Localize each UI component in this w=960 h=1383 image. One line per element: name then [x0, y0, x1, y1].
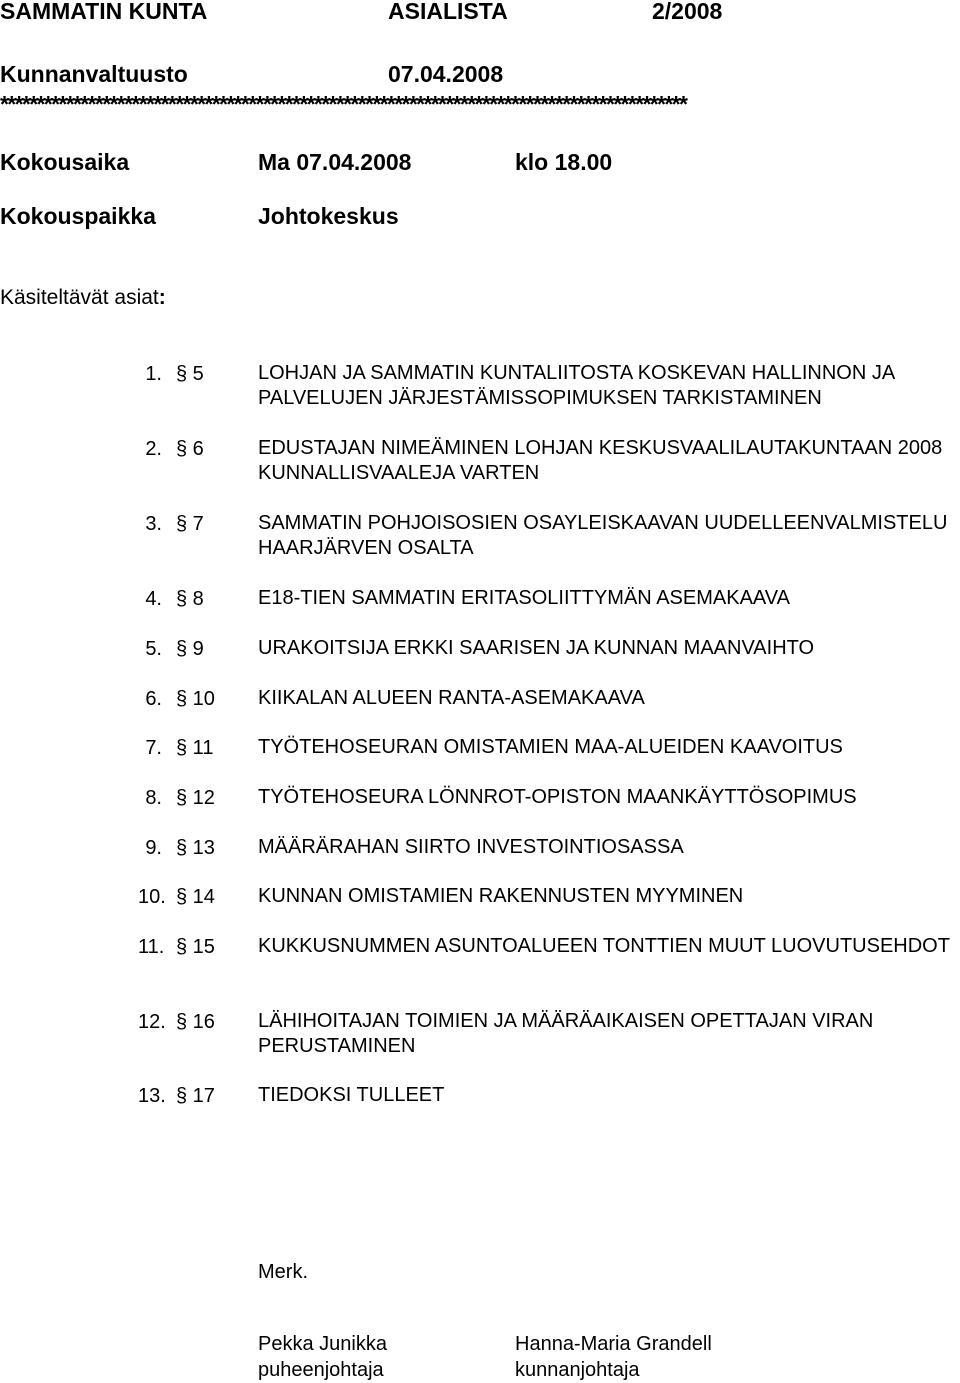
agenda-item-number: 3.	[145, 513, 162, 535]
agenda-item-title: TYÖTEHOSEURA LÖNNROT-OPISTON MAANKÄYTTÖSOPIMUS	[258, 786, 857, 808]
agenda-item-number: 7.	[145, 737, 162, 759]
agenda-heading	[0, 286, 166, 310]
agenda-item-title: E18-TIEN SAMMATIN ERITASOLIITTYMÄN ASEMAKAAVA	[258, 587, 790, 609]
meeting-date-header: 07.04.2008	[388, 61, 504, 87]
agenda-item-section: § 8	[176, 588, 204, 610]
agenda-item-number: 1.	[145, 363, 162, 385]
agenda-item-title: URAKOITSIJA ERKKI SAARISEN JA KUNNAN MAANVAIHTO	[258, 637, 815, 659]
signature-right	[515, 1331, 712, 1383]
agenda-item-title: SAMMATIN POHJOISOSIEN OSAYLEISKAAVAN UUDELLEENVALMISTELU HAARJÄRVEN OSALTA	[258, 512, 948, 559]
agenda-item-number: 5.	[145, 638, 162, 660]
agenda-item-title: LÄHIHOITAJAN TOIMIEN JA MÄÄRÄAIKAISEN OPETTAJAN VIRAN PERUSTAMINEN	[258, 1010, 874, 1057]
meeting-time-clock: klo 18.00	[515, 149, 613, 175]
agenda-item-title: TYÖTEHOSEURAN OMISTAMIEN MAA-ALUEIDEN KAAVOITUS	[258, 736, 843, 758]
agenda-item-number: 13.	[138, 1085, 166, 1107]
agenda-item-number: 2.	[145, 438, 162, 460]
agenda-item-number: 10.	[138, 886, 166, 908]
manager-title: kunnanjohtaja	[515, 1359, 640, 1381]
agenda-item-number: 6.	[145, 688, 162, 710]
agenda-item-title: KIIKALAN ALUEEN RANTA-ASEMAKAAVA	[258, 687, 645, 709]
agenda-item-section: § 14	[176, 886, 215, 908]
star-divider: **********************************************************************************************	[0, 91, 687, 117]
agenda-item-section: § 13	[176, 837, 215, 859]
chair-name: Pekka Junikka	[258, 1333, 387, 1355]
merk-label: Merk.	[258, 1261, 308, 1283]
agenda-item-section: § 15	[176, 936, 215, 958]
agenda-heading-text: Käsiteltävät asiat	[0, 286, 159, 309]
agenda-item-title: EDUSTAJAN NIMEÄMINEN LOHJAN KESKUSVAALILAUTAKUNTAAN 2008 KUNNALLISVAALEJA VARTEN	[258, 437, 943, 484]
agenda-item-title: KUKKUSNUMMEN ASUNTOALUEEN TONTTIEN MUUT LUOVUTUSEHDOT	[258, 935, 950, 957]
agenda-item-section: § 5	[176, 363, 204, 385]
agenda-item-number: 4.	[145, 588, 162, 610]
document-type: ASIALISTA	[388, 0, 508, 24]
signature-left	[258, 1331, 387, 1383]
agenda-item-title: TIEDOKSI TULLEET	[258, 1084, 445, 1106]
agenda-item-number: 11.	[138, 936, 165, 958]
municipality-name: SAMMATIN KUNTA	[0, 0, 208, 24]
council-name: Kunnanvaltuusto	[0, 61, 188, 87]
agenda-item-section: § 10	[176, 688, 215, 710]
meeting-place-label: Kokouspaikka	[0, 203, 156, 229]
manager-name: Hanna-Maria Grandell	[515, 1333, 712, 1355]
agenda-item-title: MÄÄRÄRAHAN SIIRTO INVESTOINTIOSASSA	[258, 836, 684, 858]
agenda-item-section: § 16	[176, 1011, 215, 1033]
agenda-heading-colon: :	[158, 286, 166, 309]
document-number: 2/2008	[652, 0, 723, 24]
agenda-item-number: 9.	[145, 837, 162, 859]
agenda-item-section: § 17	[176, 1085, 215, 1107]
meeting-place-value: Johtokeskus	[258, 203, 399, 229]
chair-title: puheenjohtaja	[258, 1359, 384, 1381]
agenda-item-number: 8.	[145, 787, 162, 809]
agenda-item-section: § 9	[176, 638, 204, 660]
agenda-item-title: LOHJAN JA SAMMATIN KUNTALIITOSTA KOSKEVAN HALLINNON JA PALVELUJEN JÄRJESTÄMISSOPIMUKSEN TARKISTAMINEN	[258, 362, 895, 409]
meeting-time-label: Kokousaika	[0, 149, 130, 175]
agenda-item-section: § 11	[176, 737, 214, 759]
agenda-item-title: KUNNAN OMISTAMIEN RAKENNUSTEN MYYMINEN	[258, 885, 744, 907]
agenda-item-number: 12.	[138, 1011, 166, 1033]
agenda-item-section: § 7	[176, 513, 204, 535]
meeting-time-date: Ma 07.04.2008	[258, 149, 412, 175]
agenda-item-section: § 12	[176, 787, 215, 809]
agenda-item-section: § 6	[176, 438, 204, 460]
